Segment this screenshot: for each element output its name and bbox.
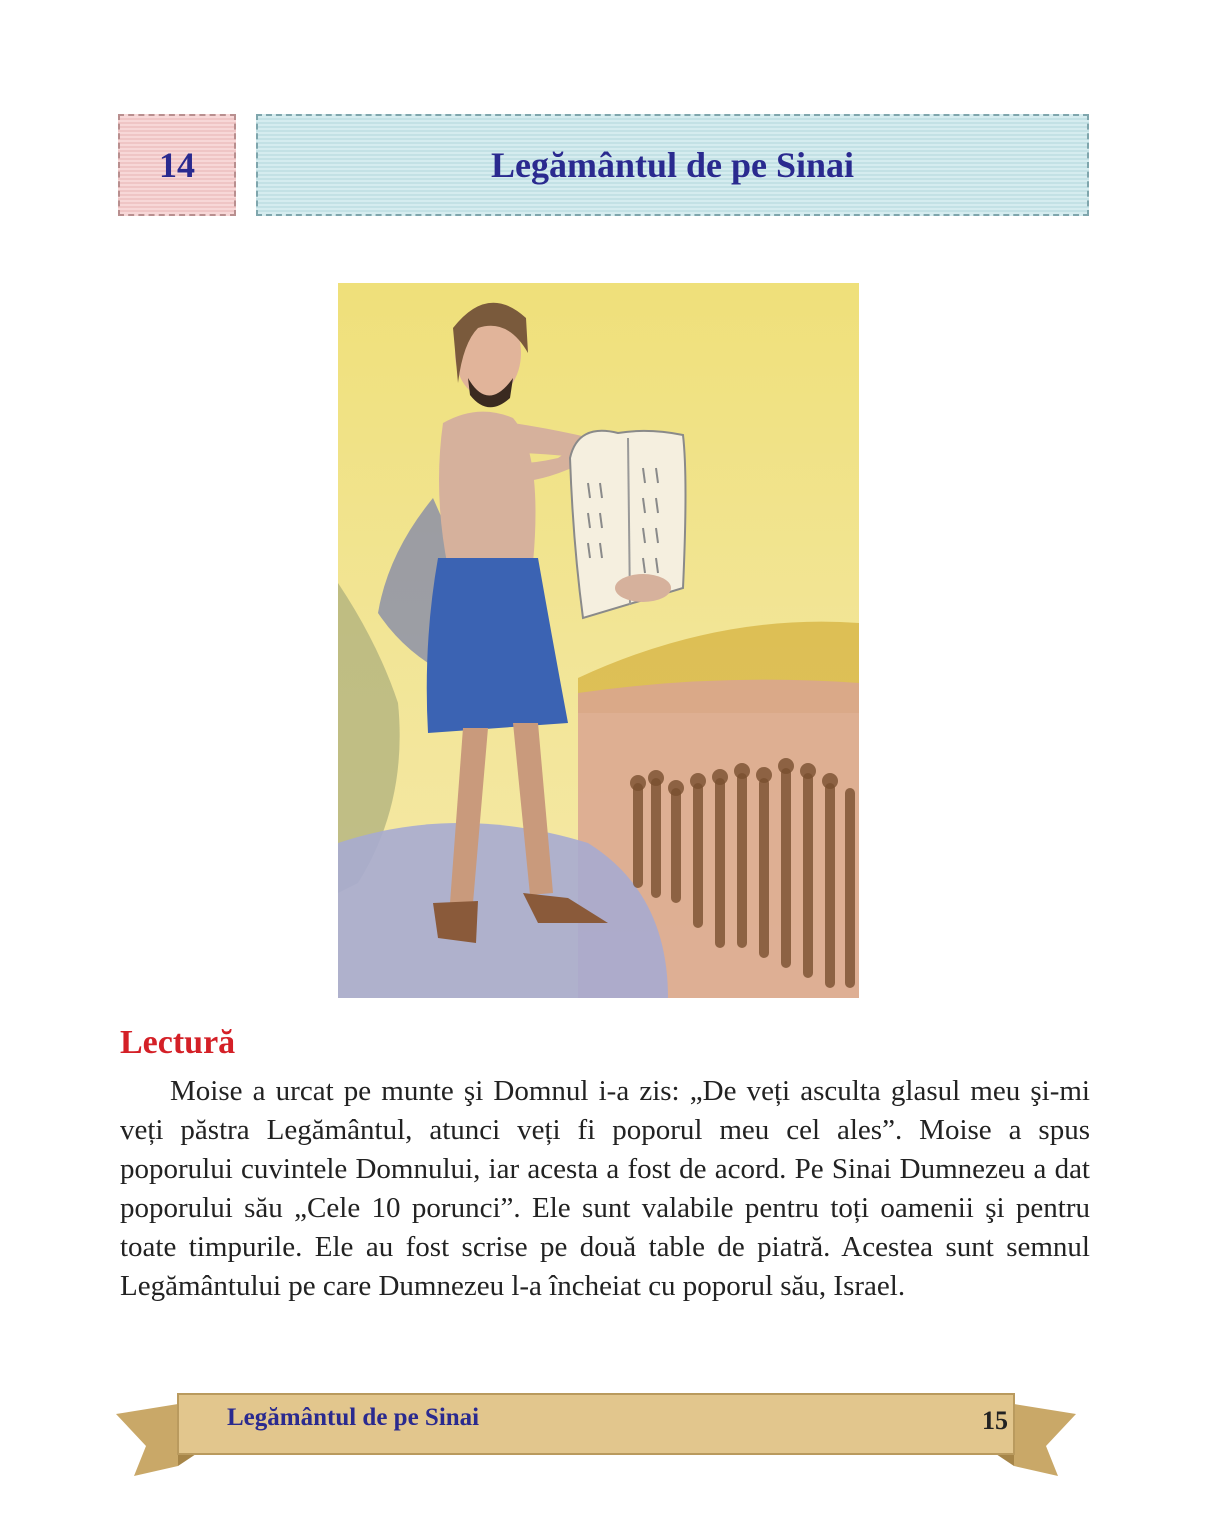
page-number: 15: [982, 1406, 1008, 1435]
lesson-title: Legământul de pe Sinai: [490, 145, 855, 185]
lesson-title-box: [256, 114, 1089, 216]
lesson-number-box: [118, 114, 236, 216]
lesson-number: 14: [159, 145, 195, 185]
reading-paragraph: Moise a urcat pe munte şi Domnul i-a zis: „De veți asculta glasul meu şi-mi veți păstra Legământul, atunci veți fi poporul meu cel ales”. Moise a spus poporului cuvintele Domnului, iar acesta a fost de acord. Pe Sinai Dumnezeu a dat poporului său „Cele 10 porunci”. Ele sunt valabile pentru toți oamenii şi pentru toate timpurile. Ele au fost scrise pe două table de piatră. Acestea sunt semnul Legământului pe care Dumnezeu l-a încheiat cu poporul său, Israel.: [120, 1075, 1090, 1302]
moses-illustration: [338, 283, 859, 998]
footer-title: Legământul de pe Sinai: [227, 1404, 480, 1431]
section-heading: Lectură: [120, 1024, 236, 1061]
moses-holding-tablets-icon: [338, 283, 859, 998]
